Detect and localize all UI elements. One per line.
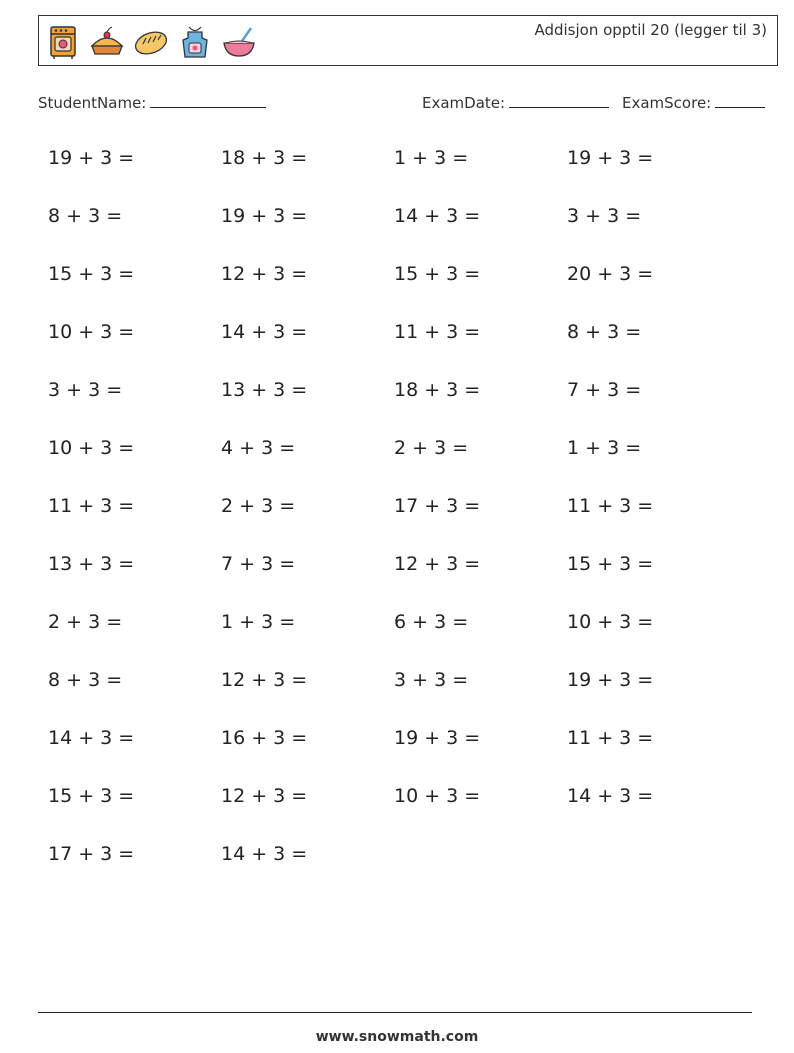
problem-item: 3 + 3 =: [567, 205, 642, 227]
problem-item: 19 + 3 =: [48, 147, 135, 169]
exam-date-blank[interactable]: [509, 93, 609, 108]
bread-icon: [133, 24, 169, 60]
exam-score-field[interactable]: [622, 93, 765, 112]
problem-item: 19 + 3 =: [394, 727, 481, 749]
problem-item: 10 + 3 =: [48, 321, 135, 343]
problem-item: 3 + 3 =: [394, 669, 469, 691]
worksheet-header: [38, 15, 778, 66]
footer-divider: [38, 1012, 752, 1013]
problem-item: 7 + 3 =: [567, 379, 642, 401]
problem-item: 6 + 3 =: [394, 611, 469, 633]
problem-item: 19 + 3 =: [567, 147, 654, 169]
problem-item: 18 + 3 =: [394, 379, 481, 401]
problem-item: 13 + 3 =: [48, 553, 135, 575]
problem-item: 1 + 3 =: [567, 437, 642, 459]
problem-item: 8 + 3 =: [48, 205, 123, 227]
exam-score-blank[interactable]: [715, 93, 765, 108]
problem-item: 15 + 3 =: [567, 553, 654, 575]
oven-icon: [45, 24, 81, 60]
problem-item: 13 + 3 =: [221, 379, 308, 401]
problem-item: 12 + 3 =: [221, 669, 308, 691]
exam-date-field[interactable]: [422, 93, 609, 112]
student-name-blank[interactable]: [150, 93, 266, 108]
exam-score-label: ExamScore:: [622, 94, 712, 112]
exam-date-label: ExamDate:: [422, 94, 506, 112]
problem-item: 15 + 3 =: [48, 785, 135, 807]
student-name-field[interactable]: [38, 93, 266, 112]
problem-item: 18 + 3 =: [221, 147, 308, 169]
problem-item: 14 + 3 =: [394, 205, 481, 227]
mixing-bowl-icon: [221, 24, 257, 60]
problem-item: 2 + 3 =: [221, 495, 296, 517]
problem-item: 11 + 3 =: [394, 321, 481, 343]
problem-item: 10 + 3 =: [394, 785, 481, 807]
header-icons: [45, 22, 257, 62]
problem-item: 2 + 3 =: [48, 611, 123, 633]
problem-item: 17 + 3 =: [48, 843, 135, 865]
problem-item: 12 + 3 =: [221, 785, 308, 807]
problem-item: 19 + 3 =: [567, 669, 654, 691]
problem-item: 11 + 3 =: [567, 495, 654, 517]
problem-item: 4 + 3 =: [221, 437, 296, 459]
problem-item: 15 + 3 =: [48, 263, 135, 285]
problem-item: 2 + 3 =: [394, 437, 469, 459]
worksheet-title: Addisjon opptil 20 (legger til 3): [534, 21, 767, 39]
problem-item: 14 + 3 =: [221, 843, 308, 865]
apron-icon: [177, 24, 213, 60]
problem-item: 10 + 3 =: [567, 611, 654, 633]
problem-item: 7 + 3 =: [221, 553, 296, 575]
problem-item: 12 + 3 =: [394, 553, 481, 575]
pie-icon: [89, 24, 125, 60]
problem-item: 1 + 3 =: [394, 147, 469, 169]
problem-item: 14 + 3 =: [221, 321, 308, 343]
problem-item: 16 + 3 =: [221, 727, 308, 749]
problem-item: 14 + 3 =: [48, 727, 135, 749]
student-info-row: [0, 93, 794, 115]
problem-item: 11 + 3 =: [48, 495, 135, 517]
problem-item: 17 + 3 =: [394, 495, 481, 517]
footer-url: www.snowmath.com: [315, 1029, 479, 1045]
problem-item: 11 + 3 =: [567, 727, 654, 749]
problem-item: 12 + 3 =: [221, 263, 308, 285]
problem-item: 8 + 3 =: [48, 669, 123, 691]
problem-item: 1 + 3 =: [221, 611, 296, 633]
problem-item: 19 + 3 =: [221, 205, 308, 227]
student-name-label: StudentName:: [38, 94, 147, 112]
problem-item: 14 + 3 =: [567, 785, 654, 807]
problem-item: 20 + 3 =: [567, 263, 654, 285]
problem-item: 15 + 3 =: [394, 263, 481, 285]
problem-item: 3 + 3 =: [48, 379, 123, 401]
problem-item: 8 + 3 =: [567, 321, 642, 343]
problem-item: 10 + 3 =: [48, 437, 135, 459]
